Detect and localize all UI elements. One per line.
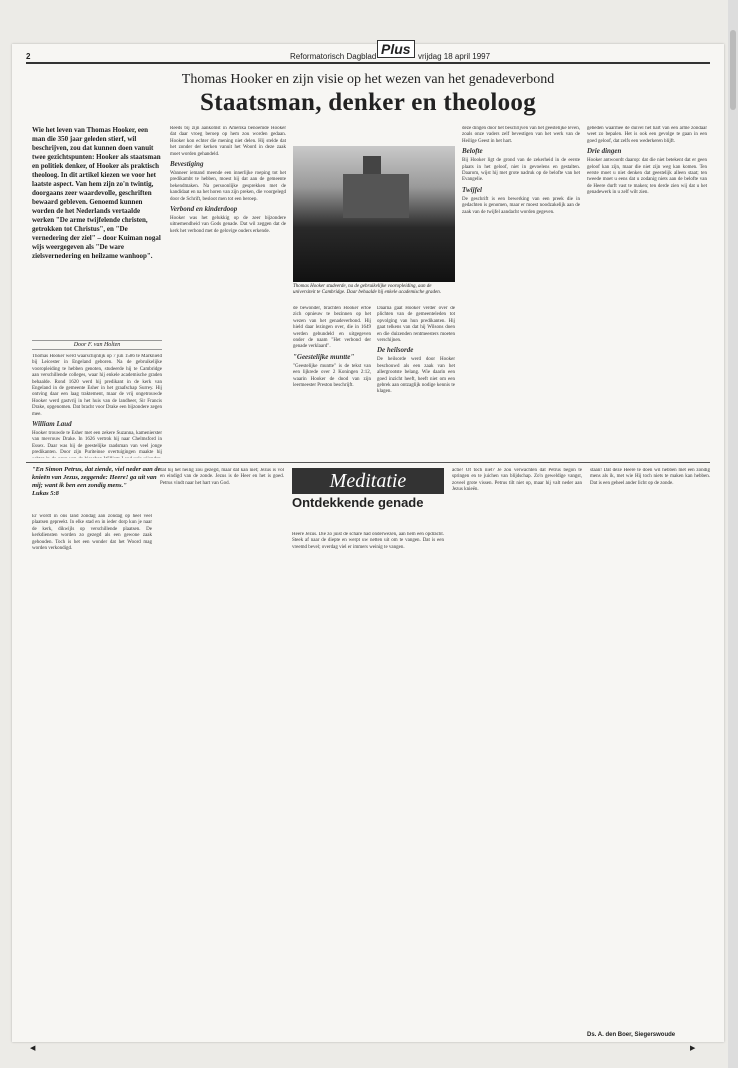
paragraph: De heilsorde werd door Hooker beschouwd als een zaak van het allergrootste belang. Wie daarin een goed inzicht heeft, heeft niet om een gebrek aan ontzaglijk nodige kennis te klagen. [377, 357, 455, 395]
newspaper-page [12, 41, 724, 1042]
article-kicker: Thomas Hooker en zijn visie op het wezen van het genadeverbond [181, 72, 555, 87]
next-page-icon[interactable]: ▶ [690, 1044, 696, 1052]
paragraph: Hooker antwoordt daarop: dat die niet betekent dat er geen geloof kan zijn, maar die niet zijn weg kan komen. Ten eerste moet u niet denken dat geestelijk alleen staat; ten tweede moet u eens dat u zodanig niets aan de belofte van de Heere durft vast te maken; ten derde zien wij dat u het genadewerk in u zelf wilt zien. [587, 158, 707, 196]
meditation-title: Ontdekkende genade [292, 495, 424, 510]
subheading: William Laud [32, 420, 72, 429]
paragraph: Hooker trouwde te Esher met een zekere Suzanna, kamenierster van mevrouw Drake. In 1626 vertrok hij naar Chelmsford in Essex. Daar was hij de geestelijke raadsman van veel jonge predikanten. Door zijn Puriteinse overtuigingen maakte hij [32, 431, 162, 456]
quote-text: "En Simon Petrus, dat ziende, viel neder aan de knieën van Jezus, zeggende: Heere! ga uit van mij; want ik ben een zondig mens." [32, 466, 161, 489]
paragraph: De geschrift is een bewerking van een preek die in gedachten is genomen, maar er moest noodzakelijk aan de zaak van de twijfel aandacht worden gegeven. [462, 196, 580, 215]
page-header [26, 41, 710, 64]
quote-reference: Lukas 5:8 [32, 490, 59, 497]
subheading: "Geestelijke muntte" [293, 352, 355, 361]
meditation-column-3 [292, 532, 444, 1028]
subheading: Verbond en kinderdoop [170, 205, 238, 214]
paragraph: de bewonder, brachten Hooker ertoe zich opnieuw te bezinnen op het wezen van het genadeverbond. Hij hield daar lezingen over, die in 1649 werden gebundeld en uitgegeven onder de naam "Het verbond der genade verklaard". [293, 306, 371, 350]
paragraph: Er wordt in ons land zondag aan zondag op heel veel plaatsen gepreekt. In elke stad en in ieder dorp kun je naar de kerk, dikwijls op verschillende plaatsen. De kerkdiensten worden zo gezegd als een gewone zaak gehouden. Toch is het een wonder dat het Woord mag worden verkondigd. [32, 514, 152, 552]
text-column-6 [587, 126, 707, 458]
text-column-1 [32, 354, 162, 458]
meditation-column-5 [590, 468, 710, 1028]
paragraph: actie! Of toch niet? Je zou verwachten dat Petrus begon te springen en te juichen van blijdschap. Zo'n geweldige vangst, zoveel grote vissen. Petrus tilt niet op, maar hij valt neder aan Jezus knieën. [452, 468, 582, 493]
text-column-4 [377, 306, 455, 458]
text-column-3 [293, 306, 371, 458]
page-number: 2 [26, 52, 31, 61]
scrollbar-thumb[interactable] [730, 30, 736, 110]
paragraph: Thomas Hooker werd waarschijnlijk op 7 juli 1586 te Marknield bij Leicester in Engeland geboren. Na de gebruikelijke vooropleiding te hebben genoten, studeerde hij te Cambridge aan verschillende colleges, waar hij enkele academische graden behaalde. Rond 1620 werd hij predikant in de kerk van Engeland in de gemeente Esher in het graafschap Surrey. Hij ontving daar een laag traktement, maar de vrij ongetrouwde Hooker werd gastvrij in het huis van de landheer, Sir Francis Drake, opgenomen. Dat bracht voor Drake een bijzondere zegen mee. [32, 354, 162, 417]
subheading: Belofte [462, 147, 483, 156]
subheading: De heilsorde [377, 346, 414, 355]
article-intro: Wie het leven van Thomas Hooker, een man die 350 jaar geleden stierf, wil beschrijven, zou dat kunnen doen vanuit twee gezichtspunten: Hooker als staatsman en politiek denker, of Hooker als praktisch theoloog. In dit artikel kiezen we voor het laatste aspect. Van hem zijn zo'n twintig, doorgaans zeer waardevolle, geschriften bewaard gebleven. Genoemd kunnen worden de het Nederlands vertaalde werken "De arme twijfelende christen, getrokken tot Christus", en "De vernedering der ziel" – door Kuiman nogal wijs weergegeven als "De ware zielsvernedering en heilzame wanhoop". [32, 126, 161, 260]
paragraph: "Geestelijke muntte" is de tekst van een lijkrede over 2 Koningen 2:12, waarin Hooker de dood van zijn leermeester Preston beschrijft. [293, 363, 371, 389]
article-title: Staatsman, denker en theoloog [199, 89, 537, 116]
text-column-5 [462, 126, 580, 458]
paragraph: gebeden waarmee de duivel het hart van een arme zondaar weet zo bepalen. Het is ook een gevolge te gaan in een goed geloof, dat zelfs een wederkeren blijft. [587, 126, 707, 144]
vertical-scrollbar[interactable] [728, 0, 738, 1068]
subheading: Twijfel [462, 185, 482, 194]
text-column-2 [170, 126, 286, 458]
newspaper-name: Reformatorisch Dagblad [290, 52, 377, 61]
paragraph: staan! Dat deze Heere te doen wil hebben met een zondig mens als ik, met wie Hij toch niets te maken kan hebben. Dat is een geheel ander licht op de zonde. [590, 468, 710, 486]
paragraph: Bij Hooker ligt de grond van de zekerheid in de eerste plaats in het geloof, niet in gevoelens en gestalten. Daarom, wijst hij met grote nadruk op de belofte van het Evangelie. [462, 158, 580, 183]
article-byline: Door F. van Holten [32, 340, 162, 350]
meditation-signature: Ds. A. den Boer, Siegerswoude [587, 1032, 676, 1038]
article-photo [293, 146, 455, 282]
paragraph: Reeds bij zijn aankomst in Amerika benoemde Hooker dat daar vroeg beroep op hem zou worden gedaan. Hooker kon echter die mening niet delen. Hij stelde dat het zonder der kerken vanuit het Woord in deze zaak moet worden gehandeld. [170, 126, 286, 157]
plus-logo: Plus [377, 40, 415, 58]
prev-page-icon[interactable]: ◀ [30, 1044, 36, 1052]
photo-building [343, 174, 409, 218]
subheading: Drie dingen [587, 147, 622, 156]
paragraph: Daarna gaat Hooker verder over de plichten van de gemeenteleden tot opvolging van hun predikanten. Hij gaat telkens van dat hij Wilsons doen en die duizenden rentmeesters moeten verschijnen. [377, 306, 455, 344]
photo-caption: Thomas Hooker studeerde, na de gebruikelijke vooropleiding, aan de universiteit te Cambridge. Daar behaalde hij enkele academische graden. [293, 284, 442, 295]
issue-date: vrijdag 18 april 1997 [418, 52, 491, 61]
section-divider [26, 462, 710, 463]
paragraph: Hooker was het gelukkig op de zeer bijzondere uitnemendheid van Gods genade. Dat wil zeggen dat de kerk het verbond met de gelovige ouders erkende. [170, 216, 286, 234]
paragraph: Wanneer iemand meende een innerlijke roeping tot het predikambt te hebben, moest hij dat aan de gemeente bekendmaken. Na persoonlijke gesprekken met de kandidaat en na het horen van zijn preken, die voorgelegd door de Schrift, besloot men tot een beroep. [170, 171, 286, 202]
paragraph: dat hij het heilig zou gezegd, maar dat kan niet; Jezus is vol en eindigd van de zonde. Jezus is de Heer en het is goed. Petrus vindt naar het hart van God. [160, 468, 284, 486]
meditation-column-2 [160, 468, 284, 1028]
meditation-column-4 [452, 468, 582, 1028]
meditation-column-1 [32, 514, 152, 1026]
subheading: Bevestiging [170, 160, 204, 169]
page-navigation [30, 1044, 714, 1054]
meditation-quote [32, 466, 162, 498]
meditation-banner: Meditatie [292, 468, 444, 494]
paragraph: deze dingen door het beschrijven van het geestelijke leven, zoals onze vaders zelf bevestigen van het werk van de Heilige Geest in het hart. [462, 126, 580, 144]
paragraph: Heere Jezus. Die zo juist de schare had onderwezen, aan hem een opdracht. Steek af naar de diepte en werpt uw netten uit om te vangen. Dat is een vreemd bevel; overdag viel er immers weinig te vangen. [292, 532, 444, 550]
